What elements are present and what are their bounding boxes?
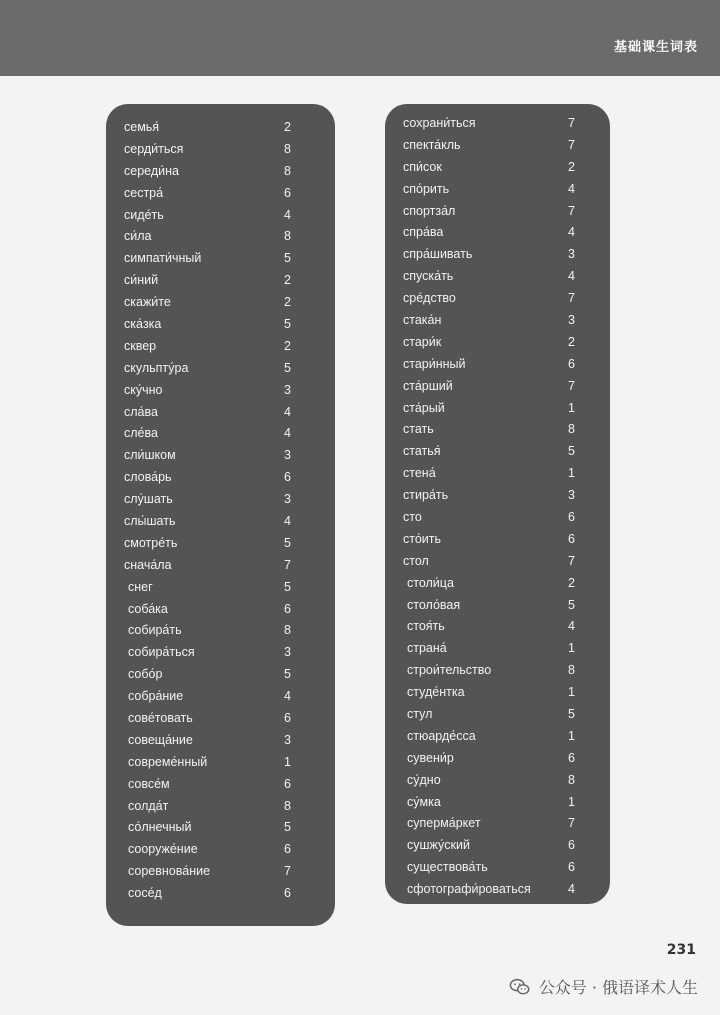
entry-word: семья́ (124, 119, 160, 134)
vocabulary-entry (124, 138, 291, 160)
entry-lesson-number: 6 (568, 860, 575, 875)
entry-word: сре́дство (403, 291, 456, 306)
entry-lesson-number: 6 (284, 601, 291, 616)
entry-lesson-number: 8 (568, 422, 575, 437)
entry-lesson-number: 2 (284, 338, 291, 353)
vocabulary-entry (403, 572, 575, 594)
entry-word: сушжу́ский (407, 838, 470, 853)
entry-word: собира́ться (128, 645, 195, 660)
entry-word: со́лнечный (128, 820, 192, 835)
entry-word: стать (403, 422, 434, 437)
entry-lesson-number: 4 (568, 619, 575, 634)
entry-word: снег (128, 579, 153, 594)
vocabulary-entry (403, 550, 575, 572)
header-band (0, 0, 720, 76)
entry-lesson-number: 6 (284, 886, 291, 901)
entry-lesson-number: 8 (284, 229, 291, 244)
entry-word: спортза́л (403, 203, 456, 218)
vocabulary-entry (403, 112, 575, 134)
entry-word: сфотографи́роваться (407, 882, 531, 897)
vocabulary-entry (124, 182, 291, 204)
page-title: 基础课生词表 (613, 40, 698, 55)
vocabulary-entry (403, 440, 575, 462)
entry-word: суперма́ркет (407, 816, 481, 831)
entry-lesson-number: 3 (568, 488, 575, 503)
entry-lesson-number: 4 (568, 181, 575, 196)
entry-lesson-number: 5 (284, 667, 291, 682)
entry-lesson-number: 4 (568, 269, 575, 284)
entry-lesson-number: 6 (568, 531, 575, 546)
vocabulary-entry (403, 747, 575, 769)
entry-lesson-number: 5 (568, 444, 575, 459)
entry-word: спуска́ть (403, 269, 454, 284)
entry-lesson-number: 6 (568, 509, 575, 524)
entry-word: спекта́кль (403, 137, 461, 152)
entry-lesson-number: 5 (284, 579, 291, 594)
entry-word: строи́тельство (407, 663, 492, 678)
entry-word: сли́шком (124, 448, 176, 463)
entry-lesson-number: 4 (284, 689, 291, 704)
entry-word: совсе́м (128, 776, 170, 791)
page-number: 231 (666, 942, 696, 958)
entry-lesson-number: 5 (568, 706, 575, 721)
entry-lesson-number: 2 (284, 273, 291, 288)
vocabulary-entry (124, 838, 291, 860)
entry-word: су́мка (407, 794, 441, 809)
entry-lesson-number: 1 (284, 754, 291, 769)
vocabulary-entry (403, 769, 575, 791)
entry-word: столи́ца (407, 575, 454, 590)
entry-lesson-number: 7 (568, 553, 575, 568)
vocabulary-entry (403, 134, 575, 156)
vocabulary-entry (124, 444, 291, 466)
entry-word: ска́зка (124, 316, 162, 331)
entry-lesson-number: 1 (568, 794, 575, 809)
entry-word: сосе́д (128, 886, 162, 901)
entry-lesson-number: 4 (568, 882, 575, 897)
watermark-text: 公众号 · 俄语译术人生 (538, 978, 698, 997)
entry-lesson-number: 5 (568, 597, 575, 612)
entry-word: соба́ка (128, 601, 168, 616)
vocabulary-entry (124, 641, 291, 663)
entry-lesson-number: 5 (284, 535, 291, 550)
entry-lesson-number: 1 (568, 400, 575, 415)
vocabulary-entry (124, 598, 291, 620)
entry-word: столо́вая (407, 597, 461, 612)
entry-lesson-number: 8 (568, 772, 575, 787)
entry-lesson-number: 5 (284, 360, 291, 375)
entry-word: студе́нтка (407, 685, 465, 700)
vocabulary-entry (403, 309, 575, 331)
entry-lesson-number: 4 (284, 426, 291, 441)
entry-lesson-number: 3 (568, 312, 575, 327)
entry-word: ста́рый (403, 400, 445, 415)
entry-lesson-number: 7 (568, 203, 575, 218)
entry-lesson-number: 6 (284, 776, 291, 791)
entry-word: симпати́чный (124, 251, 202, 266)
vocabulary-entry (124, 313, 291, 335)
vocabulary-entry (403, 725, 575, 747)
entry-lesson-number: 2 (568, 575, 575, 590)
vocabulary-entry (124, 160, 291, 182)
entry-word: сиде́ть (124, 207, 164, 222)
entry-word: сле́ва (124, 426, 158, 441)
vocabulary-entry (124, 291, 291, 313)
vocabulary-entry (403, 462, 575, 484)
entry-lesson-number: 5 (284, 316, 291, 331)
vocabulary-entry (403, 834, 575, 856)
entry-lesson-number: 2 (284, 295, 291, 310)
vocabulary-entry (403, 528, 575, 550)
vocabulary-entry (124, 422, 291, 444)
entry-lesson-number: 3 (284, 492, 291, 507)
vocabulary-entry (124, 576, 291, 598)
entry-word: смотре́ть (124, 535, 178, 550)
vocabulary-entry (403, 878, 575, 900)
vocabulary-entry (124, 663, 291, 685)
entry-word: собира́ть (128, 623, 182, 638)
entry-lesson-number: 6 (568, 750, 575, 765)
entry-lesson-number: 3 (284, 448, 291, 463)
entry-lesson-number: 1 (568, 685, 575, 700)
entry-word: стари́нный (403, 356, 466, 371)
vocabulary-entry (403, 856, 575, 878)
vocabulary-entry (124, 773, 291, 795)
vocabulary-entry (403, 813, 575, 835)
entry-word: сохрани́ться (403, 115, 476, 130)
vocabulary-entry (124, 335, 291, 357)
vocabulary-entry (403, 331, 575, 353)
vocabulary-entry (403, 659, 575, 681)
entry-lesson-number: 3 (284, 732, 291, 747)
entry-lesson-number: 8 (284, 141, 291, 156)
entry-word: снача́ла (124, 557, 172, 572)
entry-word: совеща́ние (128, 732, 193, 747)
vocabulary-entry (124, 860, 291, 882)
entry-word: совреме́нный (128, 754, 208, 769)
vocabulary-entry (124, 379, 291, 401)
entry-word: спи́сок (403, 159, 442, 174)
entry-lesson-number: 4 (568, 225, 575, 240)
entry-lesson-number: 7 (568, 816, 575, 831)
entry-lesson-number: 7 (568, 291, 575, 306)
entry-word: сувени́р (407, 750, 454, 765)
vocabulary-entry (403, 703, 575, 725)
vocabulary-entry (124, 554, 291, 576)
entry-word: сестра́ (124, 185, 164, 200)
entry-lesson-number: 8 (284, 798, 291, 813)
entry-word: спра́шивать (403, 247, 473, 262)
vocabulary-entry (403, 156, 575, 178)
entry-lesson-number: 2 (568, 334, 575, 349)
vocabulary-entry (403, 615, 575, 637)
vocabulary-entry (403, 243, 575, 265)
entry-lesson-number: 4 (284, 207, 291, 222)
entry-lesson-number: 3 (284, 645, 291, 660)
entry-lesson-number: 6 (284, 185, 291, 200)
entry-word: сто (403, 509, 422, 524)
entry-word: си́ний (124, 273, 159, 288)
vocabulary-entry (403, 681, 575, 703)
entry-word: ску́чно (124, 382, 163, 397)
entry-word: серди́ться (124, 141, 184, 156)
entry-lesson-number: 7 (568, 137, 575, 152)
entry-word: солда́т (128, 798, 169, 813)
entry-lesson-number: 8 (568, 663, 575, 678)
vocabulary-entry (403, 397, 575, 419)
entry-word: сто́ить (403, 531, 442, 546)
vocabulary-entry (403, 200, 575, 222)
entry-lesson-number: 7 (568, 115, 575, 130)
entry-lesson-number: 7 (568, 378, 575, 393)
entry-lesson-number: 3 (284, 382, 291, 397)
entry-word: собра́ние (128, 689, 184, 704)
vocabulary-entry (124, 795, 291, 817)
vocabulary-entry (124, 357, 291, 379)
entry-word: су́дно (407, 772, 441, 787)
entry-word: слова́рь (124, 470, 172, 485)
entry-word: стол (403, 553, 429, 568)
entry-word: существова́ть (407, 860, 488, 875)
vocabulary-entry (403, 637, 575, 659)
vocabulary-entry (124, 619, 291, 641)
vocabulary-entry (124, 817, 291, 839)
vocabulary-entry (124, 685, 291, 707)
vocabulary-column-right (385, 104, 610, 904)
vocabulary-entry (403, 287, 575, 309)
entry-word: страна́ (407, 641, 447, 656)
entry-lesson-number: 4 (284, 404, 291, 419)
entry-lesson-number: 8 (284, 623, 291, 638)
vocabulary-entry (403, 178, 575, 200)
entry-word: спра́ва (403, 225, 444, 240)
vocabulary-entry (124, 247, 291, 269)
entry-lesson-number: 3 (568, 247, 575, 262)
vocabulary-entry (124, 116, 291, 138)
vocabulary-entry (124, 532, 291, 554)
entry-lesson-number: 6 (284, 470, 291, 485)
entry-lesson-number: 5 (284, 251, 291, 266)
watermark (509, 975, 698, 998)
entry-lesson-number: 5 (284, 820, 291, 835)
entry-word: скульпту́ра (124, 360, 189, 375)
vocabulary-column-left (106, 104, 335, 926)
vocabulary-entry (403, 221, 575, 243)
entry-lesson-number: 6 (568, 838, 575, 853)
entry-word: стул (407, 706, 433, 721)
vocabulary-entry (124, 751, 291, 773)
entry-word: стака́н (403, 312, 442, 327)
entry-lesson-number: 7 (284, 864, 291, 879)
entry-lesson-number: 2 (568, 159, 575, 174)
entry-word: стари́к (403, 334, 442, 349)
entry-word: стюарде́сса (407, 728, 476, 743)
vocabulary-entry (124, 882, 291, 904)
entry-word: соревнова́ние (128, 864, 211, 879)
entry-word: собо́р (128, 667, 163, 682)
entry-lesson-number: 1 (568, 641, 575, 656)
vocabulary-entry (124, 729, 291, 751)
entry-word: стоя́ть (407, 619, 445, 634)
vocabulary-entry (403, 353, 575, 375)
vocabulary-entry (403, 791, 575, 813)
entry-word: ста́рший (403, 378, 453, 393)
vocabulary-entry (403, 484, 575, 506)
vocabulary-entry (124, 401, 291, 423)
vocabulary-entry (403, 375, 575, 397)
entry-word: си́ла (124, 229, 152, 244)
entry-lesson-number: 6 (284, 842, 291, 857)
entry-lesson-number: 7 (284, 557, 291, 572)
entry-word: статья́ (403, 444, 441, 459)
entry-word: стена́ (403, 466, 436, 481)
entry-lesson-number: 2 (284, 119, 291, 134)
vocabulary-entry (403, 265, 575, 287)
entry-word: сквер (124, 338, 157, 353)
entry-word: стира́ть (403, 488, 449, 503)
entry-word: спо́рить (403, 181, 450, 196)
entry-lesson-number: 1 (568, 728, 575, 743)
entry-word: сове́товать (128, 710, 193, 725)
entry-word: слы́шать (124, 513, 176, 528)
entry-word: середи́на (124, 163, 179, 178)
vocabulary-entry (124, 225, 291, 247)
wechat-icon (509, 976, 531, 998)
vocabulary-entry (124, 488, 291, 510)
vocabulary-entry (124, 466, 291, 488)
entry-lesson-number: 1 (568, 466, 575, 481)
vocabulary-entry (124, 204, 291, 226)
entry-lesson-number: 8 (284, 163, 291, 178)
entry-lesson-number: 6 (284, 710, 291, 725)
entry-word: сла́ва (124, 404, 158, 419)
vocabulary-entry (124, 707, 291, 729)
entry-word: скажи́те (124, 295, 171, 310)
vocabulary-entry (403, 418, 575, 440)
entry-word: сооруже́ние (128, 842, 198, 857)
vocabulary-entry (403, 594, 575, 616)
entry-lesson-number: 4 (284, 513, 291, 528)
entry-word: слу́шать (124, 492, 173, 507)
vocabulary-entry (124, 269, 291, 291)
vocabulary-entry (124, 510, 291, 532)
vocabulary-entry (403, 506, 575, 528)
entry-lesson-number: 6 (568, 356, 575, 371)
